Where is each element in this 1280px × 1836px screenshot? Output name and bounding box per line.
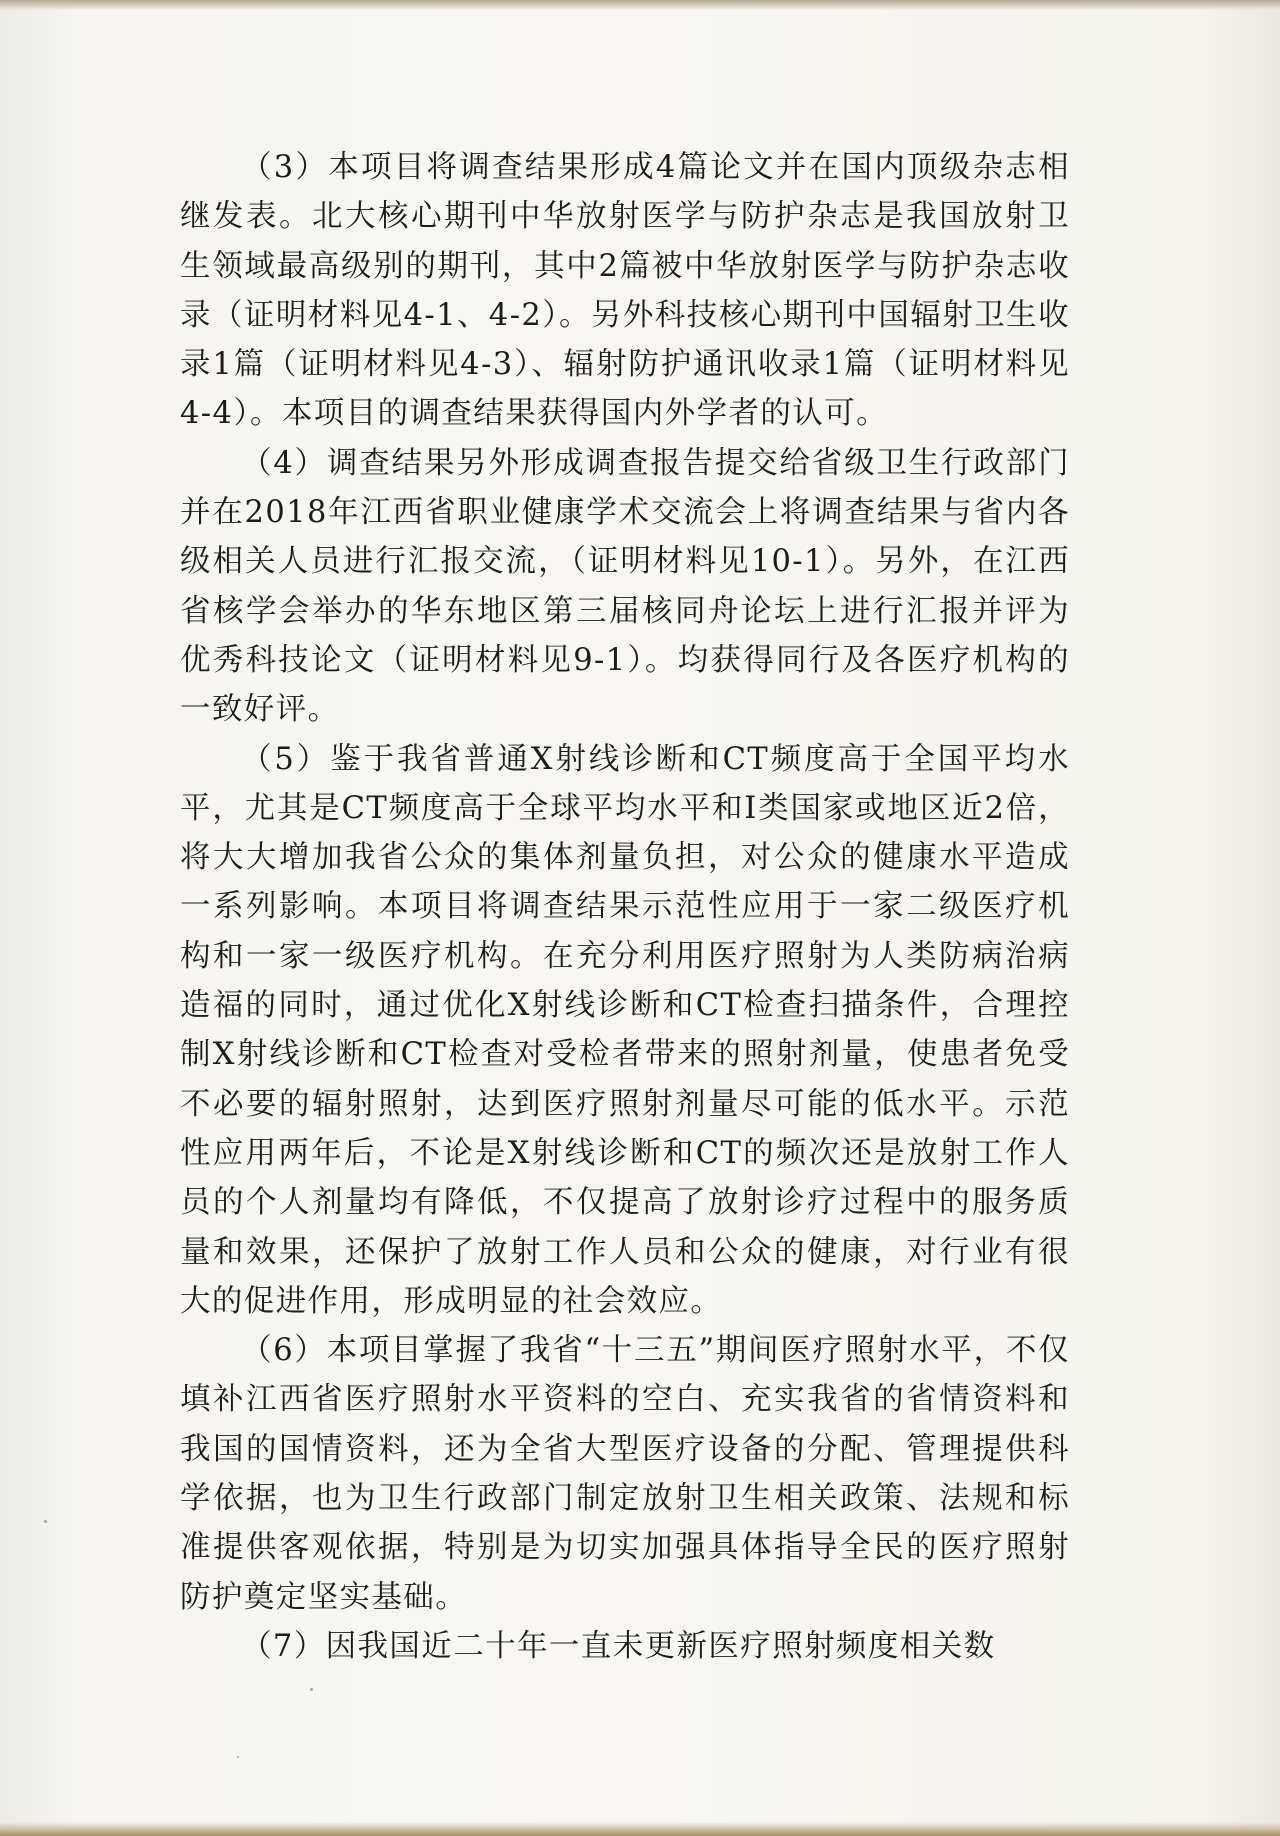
scan-speck xyxy=(310,1688,313,1691)
scan-speck xyxy=(237,1756,239,1758)
paper-bottom-edge xyxy=(0,1822,1280,1836)
paragraph-5: （5）鉴于我省普通X射线诊断和CT频度高于全国平均水平，尤其是CT频度高于全球平均水平和Ⅰ类国家或地区近2倍，将大大增加我省公众的集体剂量负担，对公众的健康水平造成一系列影响。本项目将调查结果示范性应用于一家二级医疗机构和一家一级医疗机构。在充分利用医疗照射为人类防病治病造福的同时，通过优化X射线诊断和CT检查扫描条件，合理控制X射线诊断和CT检查对受检者带来的照射剂量，使患者免受不必要的辐射照射，达到医疗照射剂量尽可能的低水平。示范性应用两年后，不论是X射线诊断和CT的频次还是放射工作人员的个人剂量均有降低，不仅提高了放射诊疗过程中的服务质量和效果，还保护了放射工作人员和公众的健康，对行业有很大的促进作用，形成明显的社会效应。 xyxy=(180,741,1070,1319)
paper-top-edge xyxy=(0,0,1280,10)
document-body xyxy=(180,143,1070,1671)
paragraph-3: （3）本项目将调查结果形成4篇论文并在国内顶级杂志相继发表。北大核心期刊中华放射医学与防护杂志是我国放射卫生领域最高级别的期刊，其中2篇被中华放射医学与防护杂志收录（证明材料见4-1、4-2）。另外科技核心期刊中国辐射卫生收录1篇（证明材料见4-3）、辐射防护通讯收录1篇（证明材料见4-4）。本项目的调查结果获得国内外学者的认可。 xyxy=(180,150,1070,432)
paragraph-7: （7）因我国近二十年一直未更新医疗照射频度相关数 xyxy=(241,1628,996,1664)
paragraph-4: （4）调查结果另外形成调查报告提交给省级卫生行政部门并在2018年江西省职业健康学术交流会上将调查结果与省内各级相关人员进行汇报交流，（证明材料见10-1）。另外，在江西省核学会举办的华东地区第三届核同舟论坛上进行汇报并评为优秀科技论文（证明材料见9-1）。均获得同行及各医疗机构的一致好评。 xyxy=(180,445,1070,728)
scan-speck xyxy=(44,1520,47,1523)
paragraph-6: （6）本项目掌握了我省“十三五”期间医疗照射水平，不仅填补江西省医疗照射水平资料的空白、充实我省的省情资料和我国的国情资料，还为全省大型医疗设备的分配、管理提供科学依据，也为卫生行政部门制定放射卫生相关政策、法规和标准提供客观依据，特别是为切实加强具体指导全民的医疗照射防护奠定坚实基础。 xyxy=(180,1333,1070,1615)
